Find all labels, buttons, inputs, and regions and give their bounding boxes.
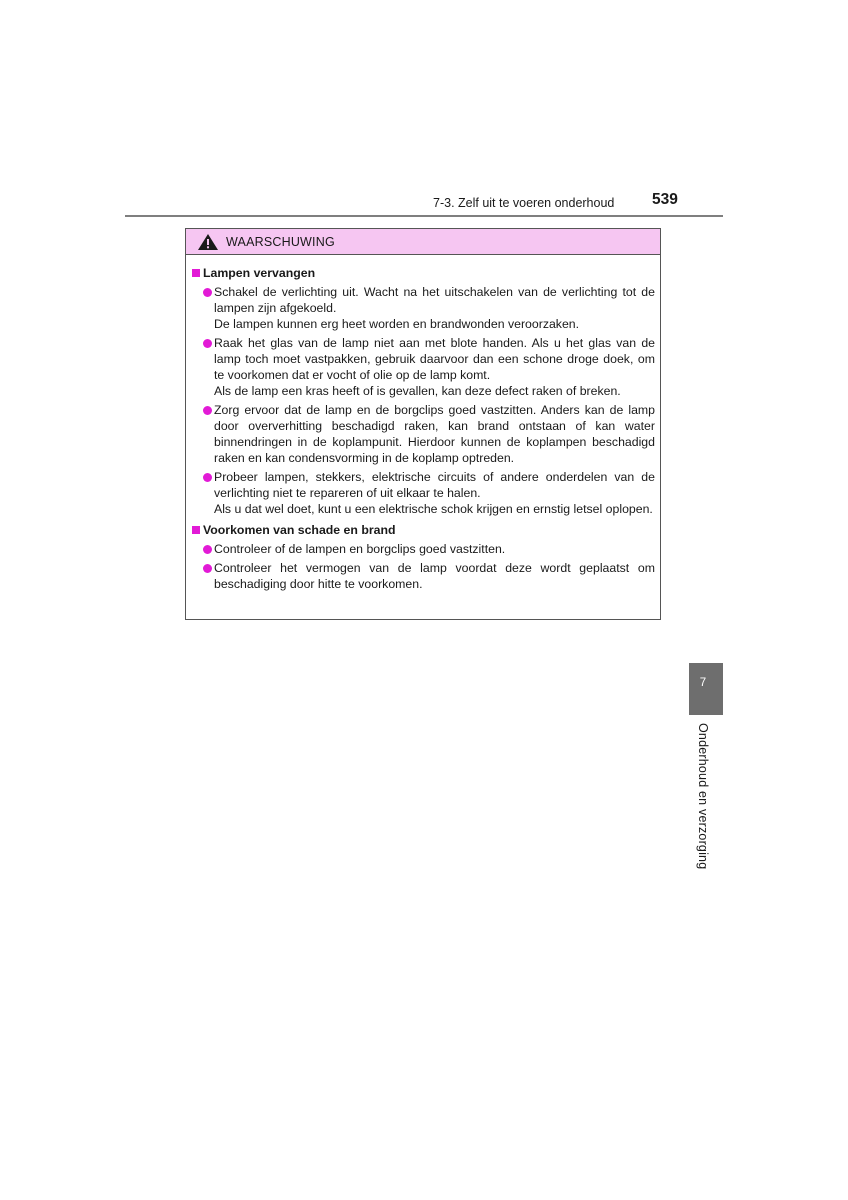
item-text: De lampen kunnen erg heet worden en brandwonden veroorzaken. [214,317,580,331]
circle-bullet-icon [203,288,212,297]
list-item [191,402,655,466]
page-header [0,186,848,216]
chapter-tab [689,663,723,715]
circle-bullet-icon [203,473,212,482]
warning-triangle-icon [197,233,219,251]
list-item [191,560,655,592]
warning-title: WAARSCHUWING [226,234,335,249]
item-text: Raak het glas van de lamp niet aan met blote handen. Als u het glas van de lamp toch moet vastpakken, gebruik daarvoor dan een schone droge doek, om te voorkomen dat er vocht of olie op de lamp komt. [214,336,655,382]
item-text: Als u dat wel doet, kunt u een elektrische schok krijgen en ernstig letsel oplopen. [214,502,653,516]
warning-header [186,229,660,255]
item-text: Zorg ervoor dat de lamp en de borgclips goed vastzitten. Anders kan de lamp door oververhitting beschadigd raken, kan brand ontstaan of kan water binnendringen in de koplampunit. Hierdoor kunnen de koplampen beschadigd raken en kan condensvorming in de koplamp optreden. [214,403,655,465]
item-text: Schakel de verlichting uit. Wacht na het uitschakelen van de verlichting tot de lampen zijn afgekoeld. [214,285,655,315]
item-text: Als de lamp een kras heeft of is gevallen, kan deze defect raken of breken. [214,384,621,398]
item-text: Probeer lampen, stekkers, elektrische circuits of andere onderdelen van de verlichting niet te repareren of uit elkaar te halen. [214,470,655,500]
warning-box [185,228,661,620]
square-bullet-icon [192,269,200,277]
list-item [191,284,655,332]
page-number: 539 [652,191,678,208]
square-bullet-icon [192,526,200,534]
header-divider [125,215,723,217]
list-item [191,335,655,399]
section-title: 7-3. Zelf uit te voeren onderhoud [433,196,615,210]
section-heading [191,265,655,281]
circle-bullet-icon [203,545,212,554]
chapter-label: Onderhoud en verzorging [696,723,710,870]
item-text: Controleer of de lampen en borgclips goed vastzitten. [214,542,506,556]
chapter-number: 7 [699,677,707,689]
circle-bullet-icon [203,339,212,348]
item-text: Controleer het vermogen van de lamp voordat deze wordt geplaatst om beschadiging door hitte te voorkomen. [214,561,655,591]
section-heading-text: Voorkomen van schade en brand [203,523,396,537]
list-item [191,541,655,557]
section-heading [191,522,655,538]
circle-bullet-icon [203,406,212,415]
circle-bullet-icon [203,564,212,573]
section-heading-text: Lampen vervangen [203,266,316,280]
warning-body [186,255,660,592]
list-item [191,469,655,517]
